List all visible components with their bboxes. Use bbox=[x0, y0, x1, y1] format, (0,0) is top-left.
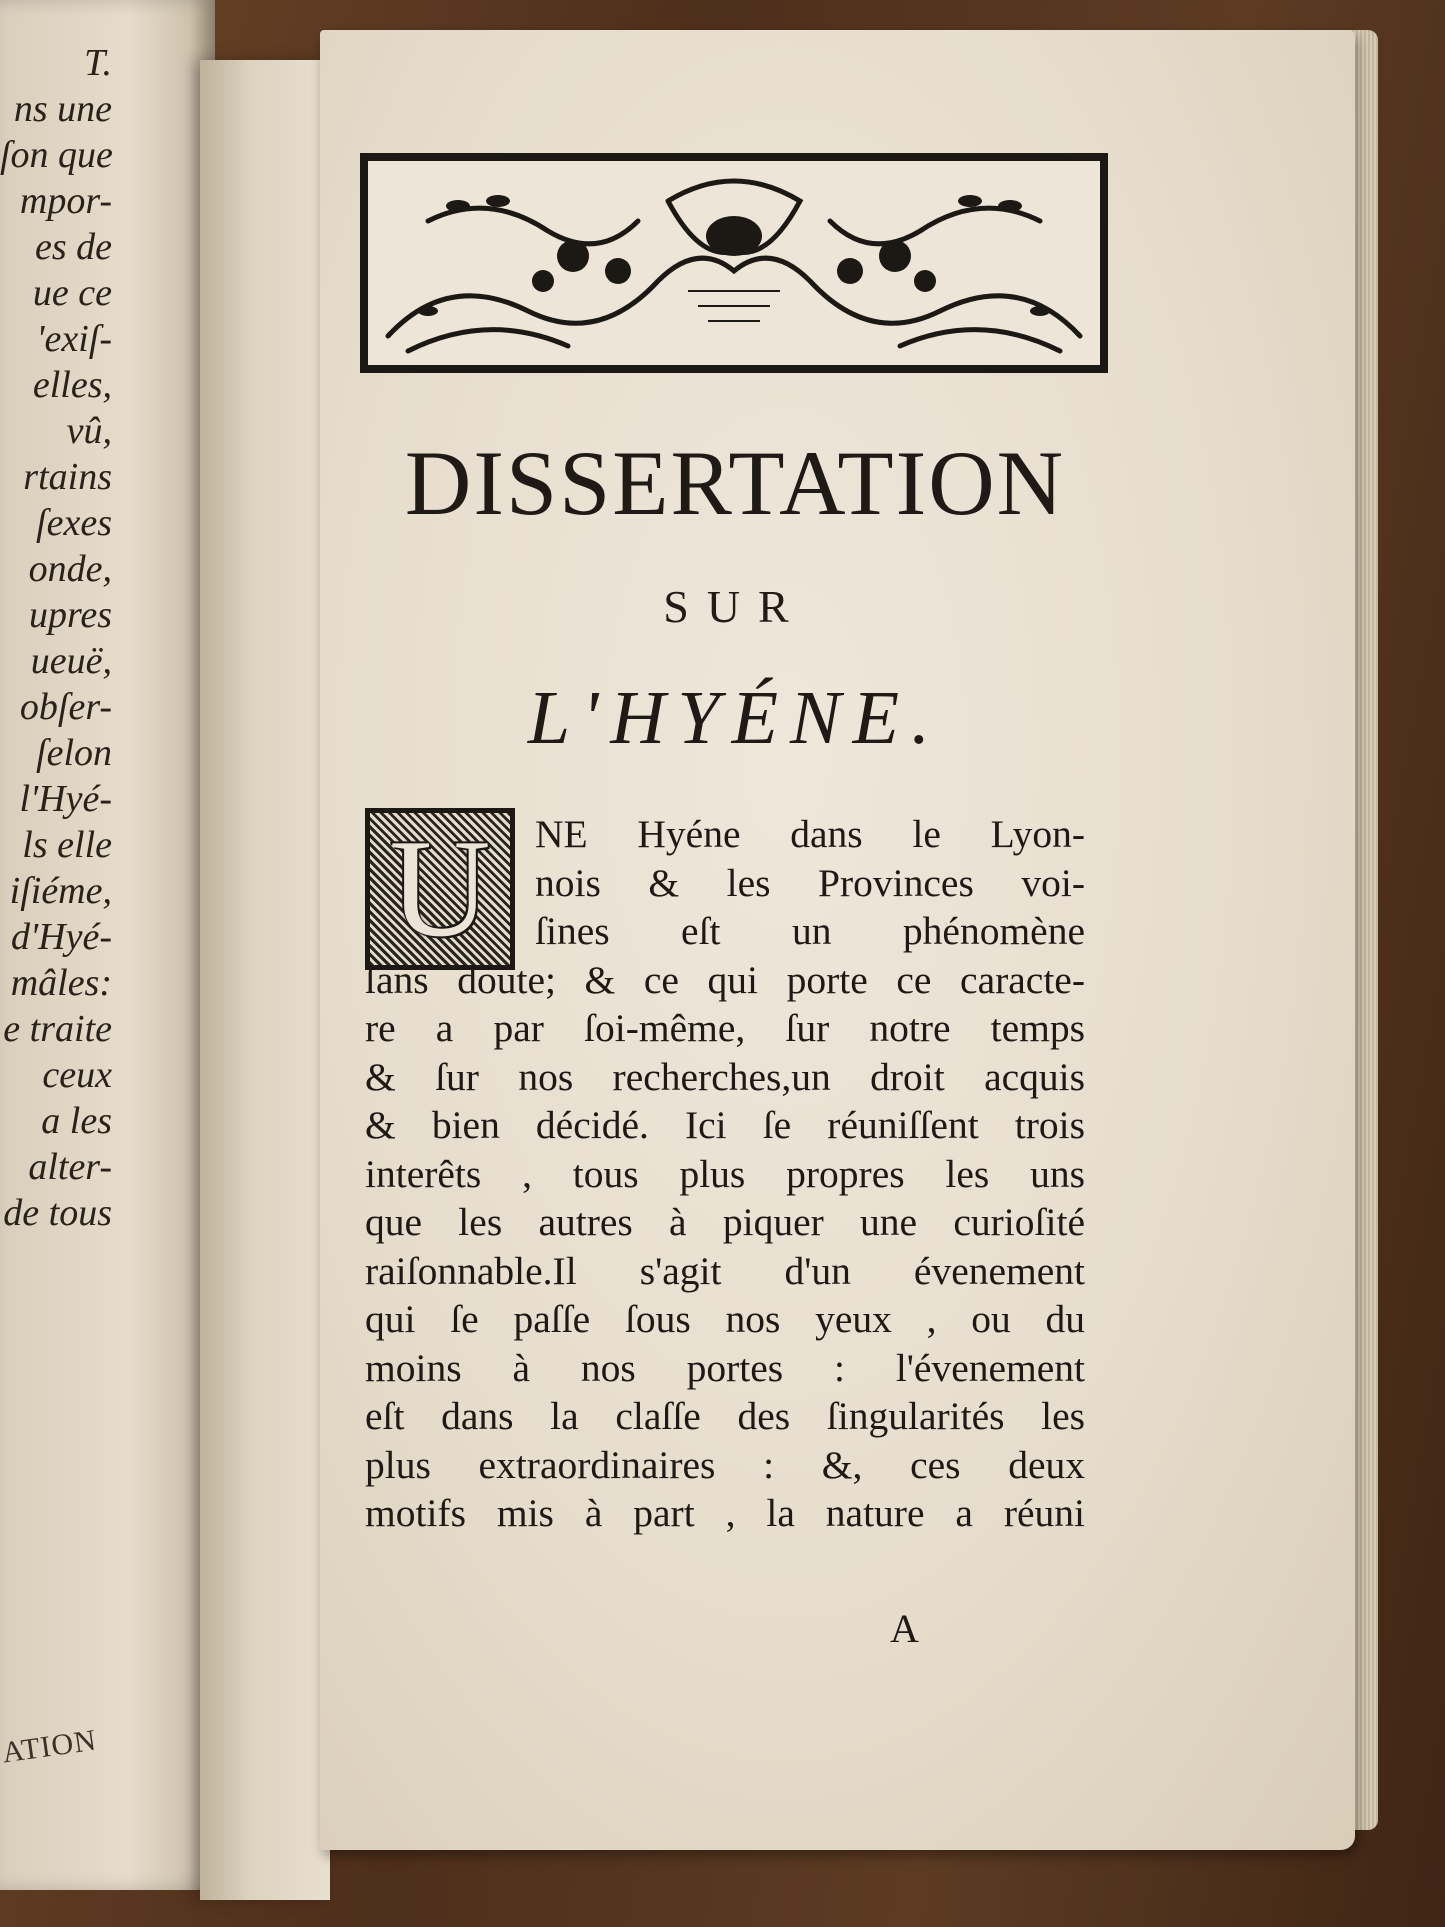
drop-cap-letter: U bbox=[389, 811, 491, 966]
page-title: DISSERTATION bbox=[404, 432, 1066, 534]
text-line: re a par ſoi-même, ſur notre temps bbox=[365, 1006, 1085, 1050]
left-text-line: vû, bbox=[66, 410, 112, 452]
left-text-line: ueuë, bbox=[30, 640, 112, 682]
left-text-line: ls elle bbox=[22, 824, 112, 866]
left-catchword: ATION bbox=[0, 1723, 99, 1770]
text-line: nois & les Provinces voi- bbox=[535, 860, 1085, 905]
text-line: que les autres à piquer une curioſité bbox=[365, 1200, 1085, 1244]
text-line: moins à nos portes : l'évenement bbox=[365, 1345, 1085, 1390]
left-text-line: elles, bbox=[32, 364, 112, 406]
floral-ornament-icon bbox=[368, 161, 1100, 365]
body-text bbox=[365, 810, 1085, 1538]
left-text-line: 'exiſ- bbox=[36, 318, 112, 360]
left-text-line: rtains bbox=[23, 456, 112, 498]
left-page-text bbox=[0, 40, 112, 1236]
text-line: NE Hyéne dans le Lyon- bbox=[535, 812, 1085, 856]
text-line: eſt dans la claſſe des ſingularités les bbox=[365, 1394, 1085, 1438]
left-text-line: iſiéme, bbox=[9, 870, 112, 912]
left-text-line: upres bbox=[28, 594, 112, 636]
left-text-line: T. bbox=[84, 42, 112, 84]
text-line: plus extraordinaires : &, ces deux bbox=[365, 1442, 1085, 1487]
left-text-line: es de bbox=[34, 226, 112, 268]
text-line: interêts , tous plus propres les uns bbox=[365, 1151, 1085, 1196]
text-line: motifs mis à part , la nature a réuni bbox=[365, 1491, 1085, 1535]
signature-mark: A bbox=[890, 1606, 919, 1651]
text-line: & bien décidé. Ici ſe réuniſſent trois bbox=[365, 1103, 1085, 1147]
left-text-line: e traite bbox=[3, 1008, 112, 1050]
title-subject: L'HYÉNE. bbox=[527, 676, 943, 760]
text-line: ſines eſt un phénomène bbox=[535, 909, 1085, 953]
text-line: qui ſe paſſe ſous nos yeux , ou du bbox=[365, 1297, 1085, 1341]
left-text-line: onde, bbox=[28, 548, 112, 590]
left-text-line: ſelon bbox=[36, 732, 112, 774]
left-text-line: mâles: bbox=[10, 962, 112, 1004]
text-line: raiſonnable.Il s'agit d'un évenement bbox=[365, 1248, 1085, 1293]
left-text-line: ue ce bbox=[32, 272, 112, 314]
text-line: ſans doute; & ce qui porte ce caracte- bbox=[365, 957, 1085, 1002]
left-text-line: ceux bbox=[42, 1054, 112, 1096]
gutter bbox=[200, 60, 330, 1900]
left-page bbox=[0, 0, 215, 1890]
left-text-line: ſon que bbox=[0, 134, 113, 176]
left-text-line: ſexes bbox=[36, 502, 112, 544]
left-text-line: de tous bbox=[3, 1192, 112, 1234]
left-text-line: a les bbox=[41, 1100, 112, 1142]
title-preposition: SUR bbox=[663, 581, 807, 632]
left-text-line: mpor- bbox=[19, 180, 112, 222]
text-line: & ſur nos recherches,un droit acquis bbox=[365, 1054, 1085, 1099]
left-text-line: ns une bbox=[13, 88, 112, 130]
left-text-line: obſer- bbox=[19, 686, 112, 728]
left-text-line: d'Hyé- bbox=[11, 916, 112, 958]
left-text-line: l'Hyé- bbox=[19, 778, 112, 820]
ornamental-headpiece bbox=[360, 153, 1108, 373]
left-text-line: alter- bbox=[28, 1146, 112, 1188]
